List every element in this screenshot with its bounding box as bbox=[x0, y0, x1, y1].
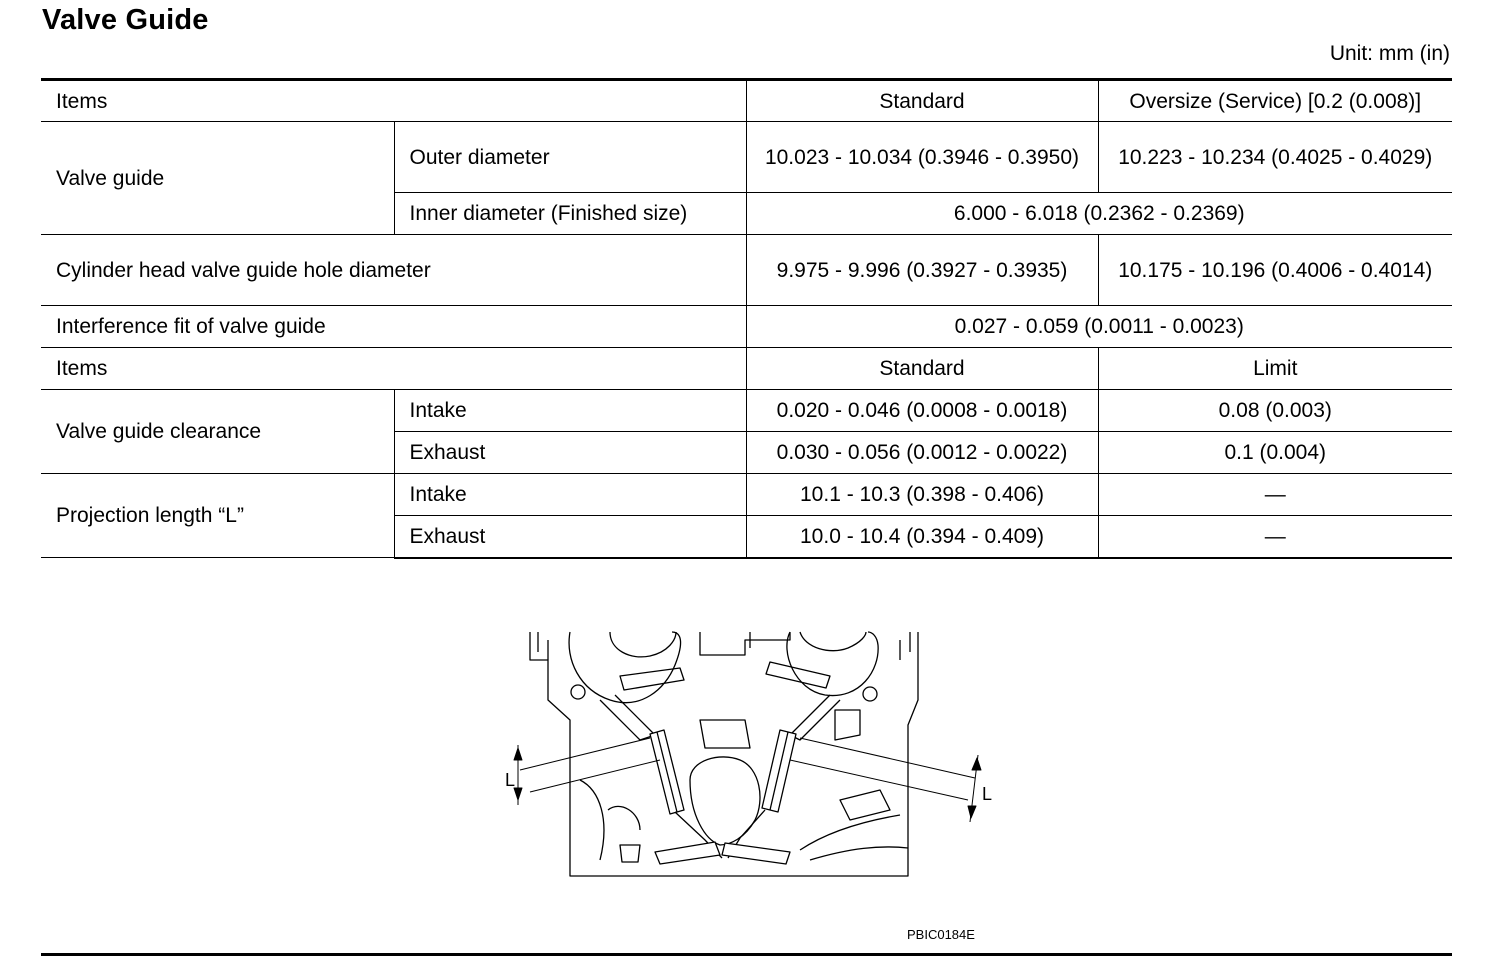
clearance-label: Valve guide clearance bbox=[41, 390, 394, 474]
figure-code: PBIC0184E bbox=[907, 927, 975, 942]
bolt-hole-left bbox=[571, 685, 585, 699]
table-row bbox=[41, 122, 1452, 193]
clearance-exhaust-limit: 0.1 (0.004) bbox=[1098, 432, 1452, 474]
unit-note: Unit: mm (in) bbox=[1329, 42, 1450, 65]
table-row bbox=[41, 306, 1452, 348]
header-standard-2: Standard bbox=[746, 348, 1098, 390]
intake-valve-guide bbox=[650, 730, 684, 814]
hole-diameter-label: Cylinder head valve guide hole diameter bbox=[41, 235, 746, 306]
table-header-row bbox=[41, 80, 1452, 122]
projection-intake-standard: 10.1 - 10.3 (0.398 - 0.406) bbox=[746, 474, 1098, 516]
clearance-intake-label: Intake bbox=[394, 390, 746, 432]
exhaust-valve-guide bbox=[762, 730, 796, 812]
header-limit: Limit bbox=[1098, 348, 1452, 390]
projection-exhaust-standard: 10.0 - 10.4 (0.394 - 0.409) bbox=[746, 516, 1098, 558]
interference-fit-label: Interference fit of valve guide bbox=[41, 306, 746, 348]
header-items-2: Items bbox=[41, 348, 746, 390]
clearance-intake-standard: 0.020 - 0.046 (0.0008 - 0.0018) bbox=[746, 390, 1098, 432]
intake-port bbox=[569, 632, 681, 703]
exhaust-port bbox=[787, 632, 878, 696]
clearance-exhaust-standard: 0.030 - 0.056 (0.0012 - 0.0022) bbox=[746, 432, 1098, 474]
header-items: Items bbox=[41, 80, 746, 122]
exhaust-valve-seat bbox=[722, 843, 790, 864]
cylinder-head-valve-guide-diagram bbox=[500, 625, 1020, 885]
left-dimension-lines bbox=[514, 738, 660, 805]
table-row bbox=[41, 390, 1452, 432]
intake-valve-seat bbox=[655, 842, 720, 864]
projection-exhaust-limit: — bbox=[1098, 516, 1452, 558]
outer-diameter-oversize: 10.223 - 10.234 (0.4025 - 0.4029) bbox=[1098, 122, 1452, 193]
table-row bbox=[41, 474, 1452, 516]
table-header-row bbox=[41, 348, 1452, 390]
page-title: Valve Guide bbox=[42, 4, 209, 36]
outer-diameter-standard: 10.023 - 10.034 (0.3946 - 0.3950) bbox=[746, 122, 1098, 193]
projection-intake-label: Intake bbox=[394, 474, 746, 516]
hole-diameter-oversize: 10.175 - 10.196 (0.4006 - 0.4014) bbox=[1098, 235, 1452, 306]
interference-fit-value: 0.027 - 0.059 (0.0011 - 0.0023) bbox=[746, 306, 1452, 348]
header-standard: Standard bbox=[746, 80, 1098, 122]
combustion-chamber bbox=[700, 720, 750, 748]
bottom-rule bbox=[41, 953, 1452, 956]
left-dimension-label: L bbox=[505, 770, 516, 790]
header-oversize: Oversize (Service) [0.2 (0.008)] bbox=[1098, 80, 1452, 122]
cylinder-head-outline bbox=[530, 632, 918, 876]
inner-diameter-label: Inner diameter (Finished size) bbox=[394, 193, 746, 235]
valve-guide-label: Valve guide bbox=[41, 122, 394, 235]
projection-label: Projection length “L” bbox=[41, 474, 394, 558]
clearance-intake-limit: 0.08 (0.003) bbox=[1098, 390, 1452, 432]
table-row bbox=[41, 235, 1452, 306]
valve-guide-spec-table bbox=[41, 78, 1452, 559]
hole-diameter-standard: 9.975 - 9.996 (0.3927 - 0.3935) bbox=[746, 235, 1098, 306]
clearance-exhaust-label: Exhaust bbox=[394, 432, 746, 474]
right-dimension-label: L bbox=[982, 784, 993, 804]
inner-diameter-value: 6.000 - 6.018 (0.2362 - 0.2369) bbox=[746, 193, 1452, 235]
bolt-hole-right bbox=[863, 687, 877, 701]
projection-intake-limit: — bbox=[1098, 474, 1452, 516]
right-dimension-lines bbox=[790, 738, 981, 822]
projection-exhaust-label: Exhaust bbox=[394, 516, 746, 558]
outer-diameter-label: Outer diameter bbox=[394, 122, 746, 193]
